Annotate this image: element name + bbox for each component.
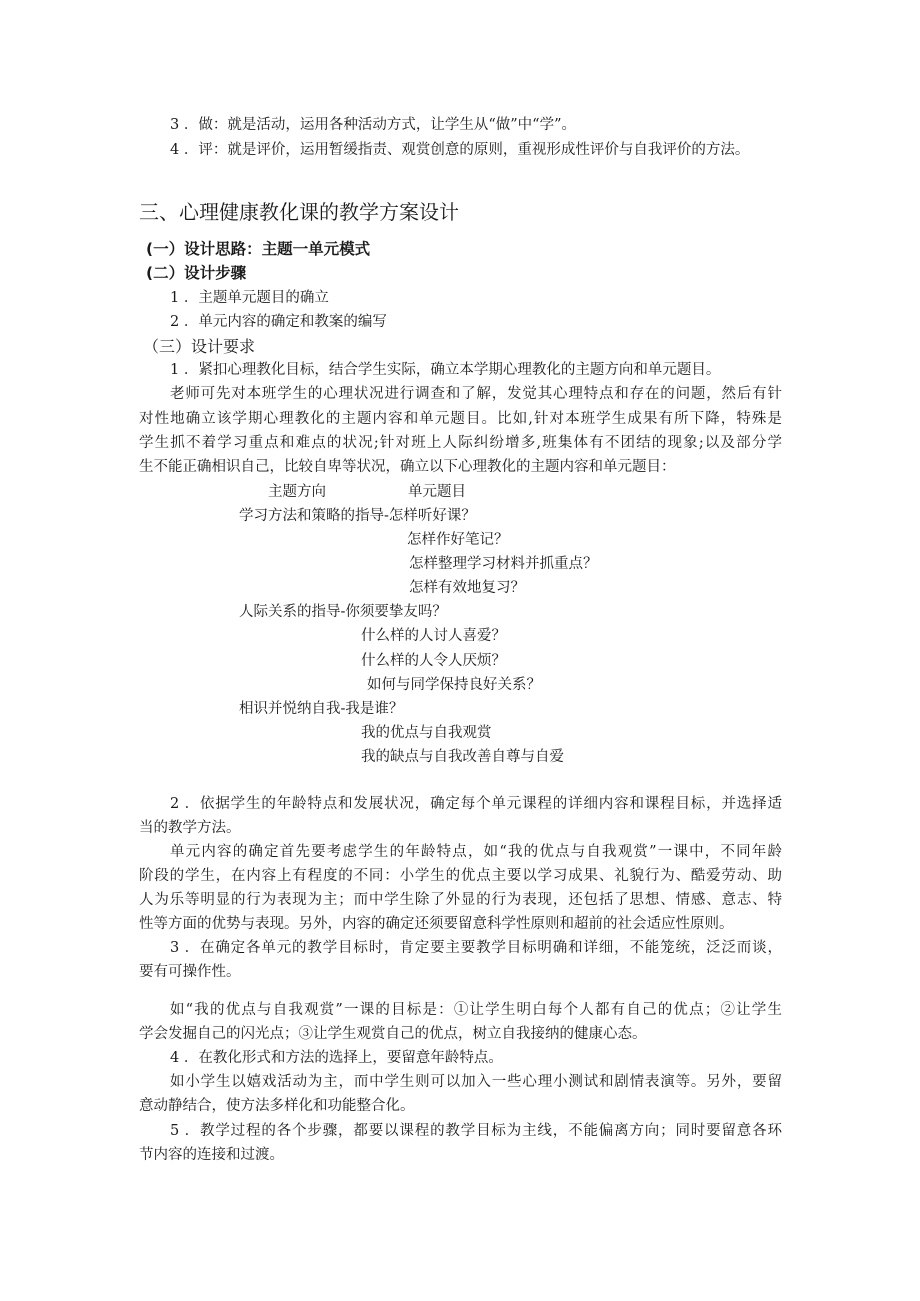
paragraph-line: 学会发掘自己的闪光点；③让学生观赏自己的优点，树立自我接纳的健康心态。 bbox=[139, 1026, 647, 1042]
requirement-3: 3 ．在确定各单元的教学目标时，肯定要主要教学目标明确和详细，不能笼统，泛泛而谈， bbox=[170, 940, 782, 956]
paragraph-line: 单元内容的确定首先要考虑学生的年龄特点，如“我的优点与自我观赏”一课中，不同年龄 bbox=[170, 844, 782, 860]
paragraph-line: 阶段的学生，在内容上有程度的不同：小学生的优点主要以学习成果、礼貌行为、酷爱劳动、助 bbox=[139, 868, 782, 884]
unit-item: 我的缺点与自我改善自尊与自爱 bbox=[361, 749, 564, 765]
step-item-2: 2 ．单元内容的确定和教案的编写 bbox=[170, 314, 387, 330]
unit-item: 什么样的人讨人喜爱？ bbox=[361, 628, 506, 644]
paragraph-line: 性等方面的优势与表现。另外，内容的确定还须要留意科学性原则和超前的社会适应性原则。 bbox=[139, 916, 734, 932]
paragraph-line: 如“我的优点与自我观赏”一课的目标是：①让学生明白每个人都有自己的优点；②让学生 bbox=[170, 1002, 782, 1018]
paragraph-line: 学生抓不着学习重点和难点的状况;针对班上人际纠纷增多,班集体有不团结的现象;以及部分学 bbox=[139, 435, 782, 451]
requirement-3-cont: 要有可操作性。 bbox=[139, 964, 241, 980]
column-header-units: 单元题目 bbox=[408, 484, 466, 500]
subheading-design-steps: (二）设计步骤 bbox=[146, 264, 247, 282]
step-item-1: 1 ．主题单元题目的确立 bbox=[170, 290, 329, 306]
paragraph-line: 对性地确立该学期心理教化的主题内容和单元题目。比如,针对本班学生成果有所下降，特殊是 bbox=[139, 411, 782, 427]
topic-row: 人际关系的指导-你须要挚友吗？ bbox=[239, 604, 447, 620]
requirement-4: 4 ．在教化形式和方法的选择上，要留意年龄特点。 bbox=[170, 1050, 503, 1066]
paragraph-line: 如小学生以嬉戏活动为主，而中学生则可以加入一些心理小测试和剧情表演等。另外，要留 bbox=[170, 1074, 782, 1090]
paragraph-line: 老师可先对本班学生的心理状况进行调查和了解，发觉其心理特点和存在的问题，然后有针 bbox=[170, 386, 782, 402]
unit-item: 怎样整理学习材料并抓重点？ bbox=[409, 556, 598, 572]
unit-item: 怎样有效地复习？ bbox=[409, 580, 525, 596]
requirement-2: 2 ．依据学生的年龄特点和发展状况，确定每个单元课程的详细内容和课程目标，并选择适 bbox=[170, 796, 782, 812]
unit-item: 我的优点与自我观赏 bbox=[361, 725, 492, 741]
column-header-direction: 主题方向 bbox=[268, 484, 326, 500]
topic-row: 相识并悦纳自我-我是谁？ bbox=[239, 701, 404, 717]
requirement-5-cont: 节内容的连接和过渡。 bbox=[139, 1147, 284, 1163]
requirement-2-cont: 当的教学方法。 bbox=[139, 820, 241, 836]
subheading-design-requirements: （三）设计要求 bbox=[143, 337, 256, 356]
section-heading: 三、心理健康教化课的教学方案设计 bbox=[139, 200, 459, 224]
unit-item: 什么样的人令人厌烦？ bbox=[361, 653, 506, 669]
paragraph-line: 意动静结合，使方法多样化和功能整合化。 bbox=[139, 1098, 415, 1114]
requirement-1: 1 ．紧扣心理教化目标，结合学生实际，确立本学期心理教化的主题方向和单元题目。 bbox=[170, 362, 721, 378]
paragraph-line: 人为乐等明显的行为表现为主；而中学生除了外显的行为表现，还包括了思想、情感、意志、特 bbox=[139, 892, 782, 908]
unit-item: 如何与同学保持良好关系？ bbox=[367, 677, 541, 693]
unit-item: 怎样作好笔记？ bbox=[407, 532, 509, 548]
subheading-design-idea: (一）设计思路：主题一单元模式 bbox=[146, 240, 371, 258]
list-item-3: 3 ．做：就是活动，运用各种活动方式，让学生从“做”中“学”。 bbox=[170, 117, 576, 133]
topic-row: 学习方法和策略的指导-怎样听好课？ bbox=[239, 508, 476, 524]
list-item-4: 4 ．评：就是评价，运用暂缓指责、观赏创意的原则，重视形成性评价与自我评价的方法。 bbox=[170, 142, 750, 158]
requirement-5: 5 ．教学过程的各个步骤，都要以课程的教学目标为主线，不能偏离方向；同时要留意各环 bbox=[170, 1123, 782, 1139]
paragraph-line: 生不能正确相识自己，比较自卑等状况，确立以下心理教化的主题内容和单元题目： bbox=[139, 459, 676, 475]
